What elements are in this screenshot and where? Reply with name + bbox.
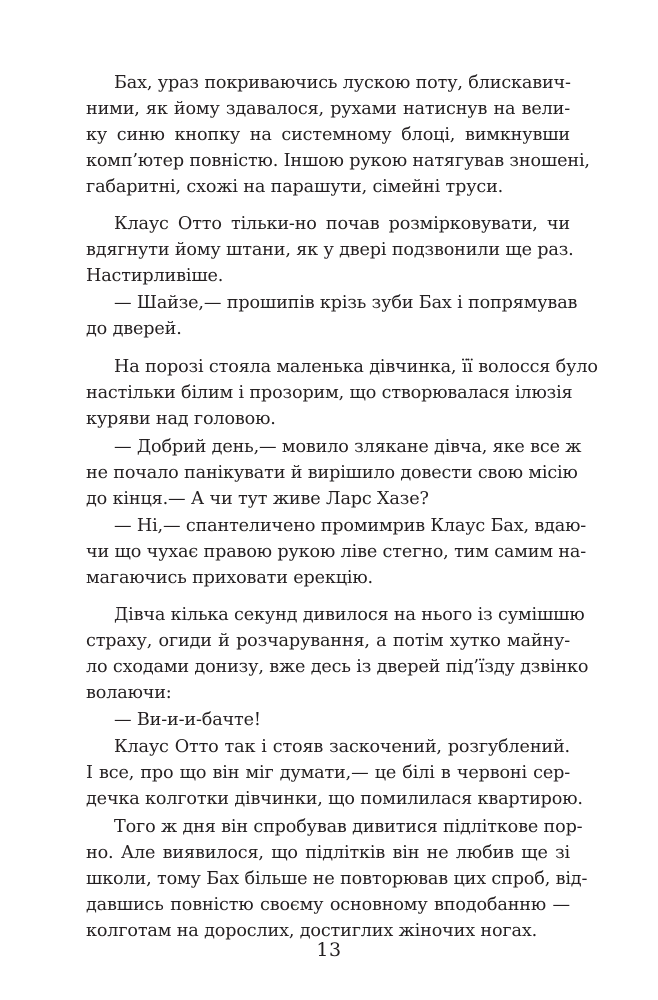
paragraph-10-line-2: но. Але виявилося, що підлітків він не любив ще зі bbox=[86, 843, 570, 863]
paragraph-5-line-3: до кінця.— А чи тут живе Ларс Хазе? bbox=[86, 489, 429, 509]
paragraph-4-line-1: На порозі стояла маленька дівчинка, її волосся було bbox=[114, 357, 598, 377]
paragraph-7-line-1: Дівча кілька секунд дивилося на нього із сумішшю bbox=[114, 605, 585, 625]
paragraph-7-line-2: страху, огиди й розчарування, а потім хутко майну- bbox=[86, 631, 570, 651]
paragraph-4-line-3: куряви над головою. bbox=[86, 409, 276, 429]
paragraph-1-line-5: габаритні, схожі на парашути, сімейні труси. bbox=[86, 177, 504, 197]
paragraph-10-line-5: колготам на дорослих, достиглих жіночих ногах. bbox=[86, 921, 538, 941]
paragraph-7-line-3: ло сходами донизу, вже десь із дверей під’їзду дзвінко bbox=[86, 657, 589, 677]
paragraph-6-line-1: — Ні,— спантеличено промимрив Клаус Бах, вдаю- bbox=[114, 516, 587, 536]
paragraph-1-line-2: ними, як йому здавалося, рухами натиснув на вели- bbox=[86, 99, 570, 119]
paragraph-9-line-2: І все, про що він міг думати,— це білі в червоні сер- bbox=[86, 763, 570, 783]
paragraph-2-line-2: вдягнути йому штани, як у двері подзвонили ще раз. bbox=[86, 240, 574, 260]
paragraph-7-line-4: волаючи: bbox=[86, 683, 172, 703]
paragraph-1-line-4: комп’ютер повністю. Іншою рукою натягував зношені, bbox=[86, 151, 590, 171]
paragraph-9-line-1: Клаус Отто так і стояв заскочений, розгублений. bbox=[114, 737, 570, 757]
paragraph-3-line-2: до дверей. bbox=[86, 319, 182, 339]
paragraph-5-line-2: не почало панікувати й вирішило довести свою місію bbox=[86, 463, 578, 483]
paragraph-10-line-3: школи, тому Бах більше не повторював цих спроб, від- bbox=[86, 869, 588, 889]
paragraph-10-line-4: давшись повністю своєму основному вподобанню — bbox=[86, 895, 570, 915]
paragraph-2-line-3: Настирливіше. bbox=[86, 266, 224, 286]
paragraph-10-line-1: Того ж дня він спробував дивитися підліткове пор- bbox=[114, 817, 583, 837]
paragraph-8-line-1: — Ви-и-и-бачте! bbox=[114, 710, 261, 730]
page-number: 13 bbox=[316, 939, 342, 961]
paragraph-2-line-1: Клаус Отто тільки-но почав розмірковувати, чи bbox=[114, 214, 570, 234]
paragraph-9-line-3: дечка колготки дівчинки, що помилилася квартирою. bbox=[86, 789, 583, 809]
paragraph-1-line-1: Бах, ураз покриваючись лускою поту, блискавич- bbox=[114, 73, 571, 93]
paragraph-5-line-1: — Добрий день,— мовило злякане дівча, яке все ж bbox=[114, 437, 582, 457]
paragraph-1-line-3: ку синю кнопку на системному блоці, вимкнувши bbox=[86, 125, 570, 145]
paragraph-3-line-1: — Шайзе,— прошипів крізь зуби Бах і попрямував bbox=[114, 293, 578, 313]
paragraph-6-line-2: чи що чухає правою рукою ліве стегно, тим самим на- bbox=[86, 542, 587, 562]
paragraph-4-line-2: настільки білим і прозорим, що створювалася ілюзія bbox=[86, 383, 573, 403]
paragraph-6-line-3: магаючись приховати ерекцію. bbox=[86, 568, 373, 588]
